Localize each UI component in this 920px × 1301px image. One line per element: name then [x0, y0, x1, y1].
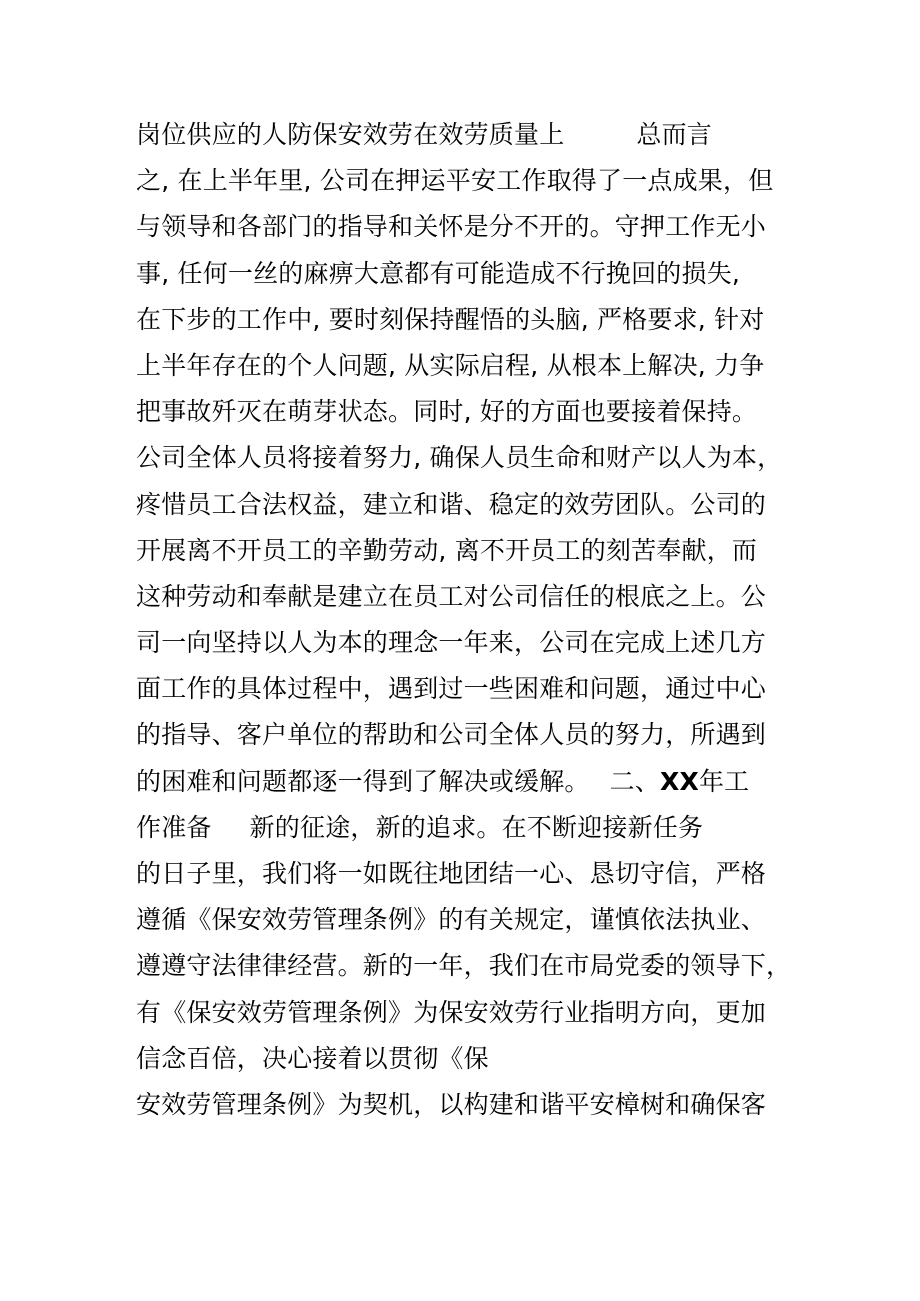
text-line-7: 把事故歼灭在萌芽状态。同时, 好的方面也要接着保持。	[136, 397, 758, 427]
text-line-5: 在下步的工作中, 要时刻保持醒悟的头脑, 严格要求, 针对	[136, 304, 765, 334]
text-line-6: 上半年存在的个人问题, 从实际启程, 从根本上解决, 力争	[136, 350, 765, 380]
text-line-16	[136, 805, 816, 851]
text-line-19: 遵遵守法律律经营。新的一年，我们在市局党委的领导下，	[136, 951, 792, 981]
text-line-22: 安效劳管理条例》为契机，以构建和谐平安樟树和确保客	[136, 1089, 767, 1119]
text-line-17: 的日子里，我们将一如既往地团结一心、恳切守信，严格	[136, 859, 767, 888]
text-line-11: 这种劳动和奉献是建立在员工对公司信任的根底之上。公	[136, 581, 767, 611]
text-line-8: 公司全体人员将接着努力, 确保人员生命和财产以人为本，	[136, 443, 783, 473]
document-body	[136, 112, 816, 1128]
text-line-20: 有《保安效劳管理条例》为保安效劳行业指明方向，更加	[136, 997, 767, 1027]
text-line-13: 面工作的具体过程中，遇到过一些困难和问题，通过中心	[136, 674, 767, 704]
section-number: 二、	[609, 766, 661, 796]
text-line-14: 的指导、客户单位的帮助和公司全体人员的努力，所遇到	[136, 720, 767, 750]
text-line-4: 事, 任何一丝的麻痹大意都有可能造成不行挽回的损失,	[136, 258, 741, 288]
text-segment: 岗位供应的人防保安效劳在效劳质量上	[136, 120, 565, 149]
text-line-10: 开展离不开员工的辛勤劳动, 离不开员工的刻苦奉献，而	[136, 535, 758, 565]
section-heading-end: 作准备	[136, 812, 212, 842]
text-line-3: 与领导和各部门的指导和关怀是分不开的。守押工作无小	[136, 212, 767, 242]
text-segment: 新的征途，新的追求。在不断迎接新任务	[249, 812, 704, 842]
text-segment: 的困难和问题都逐一得到了解决或缓解。	[136, 766, 590, 796]
text-line-12: 司一向坚持以人为本的理念一年来，公司在完成上述几方	[136, 628, 767, 658]
text-line-1	[136, 112, 816, 158]
text-line-15	[136, 759, 816, 805]
text-line-21: 信念百倍，决心接着以贯彻《保	[136, 1043, 489, 1073]
text-line-2: 之, 在上半年里, 公司在押运平安工作取得了一点成果，但	[136, 166, 774, 196]
section-heading-start: 年工	[698, 766, 750, 796]
text-line-18: 遵循《保安效劳管理条例》的有关规定，谨慎依法执业、	[136, 905, 767, 935]
year-placeholder: XX	[660, 766, 699, 796]
text-segment: 总而言	[636, 120, 713, 149]
text-line-9: 疼惜员工合法权益，建立和谐、稳定的效劳团队。公司的	[136, 489, 767, 519]
